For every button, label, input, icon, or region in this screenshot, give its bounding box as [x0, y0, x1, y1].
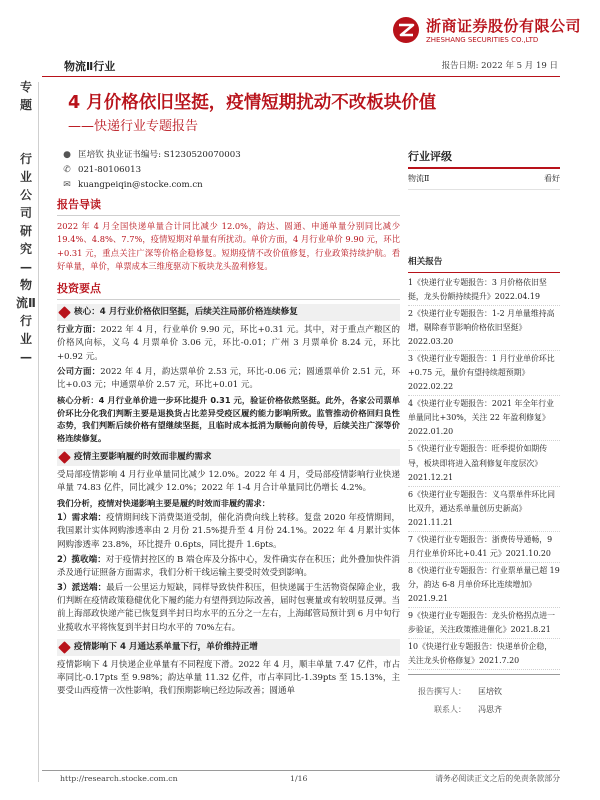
contact-row-author — [408, 683, 560, 701]
sidebar-divider — [408, 674, 560, 675]
paragraph-lead: 3）派送端： — [57, 583, 107, 594]
paragraph-lead: 公司方面： — [57, 366, 101, 377]
related-report-item[interactable]: 4《快递行业专题报告：2021 年全年行业单量同比+30%，关注 22 年盈利修复》2022.01.20 — [408, 397, 560, 441]
paragraph — [57, 554, 400, 580]
paragraph-text: 对于疫情封控区的 B 端仓库及分拣中心，发件确实存在积压；此外叠加快件消杀及通行证照备方面需求，我们分析干线运输主要受时效受到影响。 — [57, 554, 400, 578]
footer-url[interactable]: http://research.stocke.com.cn — [60, 774, 178, 783]
guide-heading: 报告导读 — [57, 196, 400, 216]
side-label-category: 行业公司研究—物流Ⅱ行业— — [16, 152, 36, 364]
points-heading: 投资要点 — [57, 280, 400, 300]
related-report-item[interactable]: 10《快递行业专题报告：快递单价企稳，关注龙头价格修复》2021.7.20 — [408, 640, 560, 670]
paragraph-bold: 核心分析：4 月行业单价进一步环比提升 0.31 元，验证价格依然坚挺。此外，各家公司票单价环比分化我们判断主要是退换货占比差异受疫区履约能力影响所致。监管推动价格回归良性态势，我们判断后续价格有望继续坚挺，且临时成本抵消为顺畅向前传导，后续关注广深等价格连续修复。 — [57, 395, 400, 444]
analyst-phone-row — [62, 163, 241, 178]
author-name: 匡培钦 — [478, 687, 502, 697]
paragraph — [57, 366, 400, 392]
industry-tag: 物流Ⅱ行业 — [64, 60, 116, 73]
paragraph — [57, 582, 400, 635]
paragraph-text: 最后一公里运力短缺，同样导致快件积压，但快递属于生活物资保障企业，我们判断在疫情政策稳健优化下履约能力有望得到边际改善，届时包裹量或有较明显反弹。当前上海部政快递产能已恢复到半封日均水平的五分之一左右，上海邮管局预计到 6 月中旬行业揽收水平将恢复到半封日均水平的 70%左右。 — [57, 583, 400, 633]
paragraph-text: 疫情期间线下消费渠道受制，催化消费向线上转移。复盘 2020 年疫情期间，我国累计实体网购渗透率由 2 月份 21.5%提升至 4 月份 24.1%。2022 年 4 月累计实体网购渗透率 23.8%，环比提升 0.6pts，同比提升 1.6pts。 — [57, 513, 400, 550]
contacts — [408, 683, 560, 719]
guide-text: 2022 年 4 月全国快递单量合计同比减少 12.0%，韵达、圆通、申通单量分别同比减少 19.4%、4.8%、7.7%，疫情短期对单量有所扰动。单价方面，4 月行业单价 9.90 元，环比+0.31 元，重点关注广深等价格企稳修复。短期疫情不改价值修复，行业政策持续护航。看好单量，单价，单票成本三维度驱动下板块龙头盈利修复。 — [57, 221, 400, 272]
page-number: 1/16 — [290, 774, 308, 783]
paragraph-text: 2022 年 4 月，行业单价 9.90 元，环比+0.31 元。其中，对于重点产粮区的价格风向标，义乌 4 月票单价 3.06 元，环比-0.01；广州 3 月票单价 8.24 元，环比+0.92 元。 — [57, 325, 400, 362]
footer-divider — [42, 770, 560, 771]
section-title: 核心：4 月行业价格依旧坚挺，后续关注局部价格连续修复 — [74, 306, 298, 317]
section-title: 疫情影响下 4 月通达系单量下行，单价维持正增 — [74, 641, 258, 652]
company-logo — [392, 14, 587, 48]
phone-icon: ✆ — [63, 165, 71, 175]
report-title: 4 月价格依旧坚挺，疫情短期扰动不改板块价值 — [68, 93, 437, 113]
side-label-topic: 专题 — [19, 80, 32, 112]
report-date: 报告日期: 2022 年 5 月 19 日 — [441, 61, 558, 71]
main-content — [57, 196, 400, 701]
paragraph — [57, 324, 400, 364]
analyst-name: 匡培钦 执业证书编号: S1230520070003 — [78, 150, 241, 160]
side-divider — [38, 82, 39, 782]
related-reports-heading: 相关报告 — [408, 256, 560, 272]
mail-icon: ✉ — [63, 180, 71, 190]
header-divider — [42, 76, 560, 77]
related-report-item[interactable]: 2《快递行业专题报告：1-2 月单量维持高增，剔除春节影响价格依旧坚挺》2022.03.20 — [408, 307, 560, 351]
related-report-item[interactable]: 1《快递行业专题报告：3 月价格依旧坚挺，龙头份额持续提升》2022.04.19 — [408, 276, 560, 306]
analyst-name-row — [62, 148, 241, 163]
footer-disclaimer: 请务必阅读正文之后的免责条款部分 — [435, 774, 560, 783]
company-name-en: ZHESHANG SECURITIES CO.,LTD — [426, 36, 539, 44]
sidebar — [408, 148, 560, 719]
contact-row-contact — [408, 701, 560, 719]
person-icon: ● — [63, 150, 71, 160]
paragraph-lead: 2）揽收端： — [57, 554, 106, 565]
analyst-phone: 021-80106013 — [78, 165, 142, 175]
rating-industry: 物流Ⅱ — [408, 174, 430, 184]
section-heading-2 — [57, 449, 400, 466]
report-subtitle: ——快递行业专题报告 — [68, 119, 199, 134]
related-report-item[interactable]: 8《快递行业专题报告：行业票单量已超 19 分，韵达 6-8 月单价环比连续增加》2021.9.21 — [408, 564, 560, 608]
related-report-item[interactable]: 9《快递行业专题报告：龙头价格拐点进一步验证，关注政策推进催化》2021.8.21 — [408, 609, 560, 639]
paragraph-lead: 行业方面： — [57, 325, 101, 336]
related-report-item[interactable]: 3《快递行业专题报告：1 月行业单价环比+0.75 元，量价有望持续超预期》2022.02.22 — [408, 352, 560, 396]
section-title: 疫情主要影响履约时效而非履约需求 — [74, 451, 212, 462]
contact-name: 冯思齐 — [478, 705, 502, 715]
rating-value: 看好 — [544, 174, 560, 184]
related-report-item[interactable]: 7《快递行业专题报告：浙费传导通畅，9 月行业单价环比+0.41 元》2021.10.20 — [408, 533, 560, 563]
paragraph: 疫情影响下 4 月快递企业单量有不同程度下滑。2022 年 4 月，顺丰单量 7.47 亿件，市占率同比-0.17pts 至 9.98%；韵达单量 11.32 亿件，市占率同比-1.39pts 至 15.13%，主要受山西疫情一次性影响，我们预期影响已经边际改善；圆通单 — [57, 660, 400, 697]
author-label: 报告撰写人： — [418, 687, 466, 697]
paragraph: 受局部疫情影响 4 月行业单量同比减少 12.0%。2022 年 4 月，受局部疫情影响行业快递单量 74.83 亿件，同比减少 12.0%；2022 年 1-4 月合计单量同比仍增长 4.2%。 — [57, 470, 400, 494]
section-heading-3 — [57, 639, 400, 656]
diamond-bullet-icon — [58, 306, 71, 319]
diamond-bullet-icon — [58, 451, 71, 464]
rating-heading: 行业评级 — [408, 148, 560, 169]
paragraph — [57, 512, 400, 552]
analyst-info — [62, 148, 241, 193]
company-name-cn: 浙商证券股份有限公司 — [426, 17, 582, 35]
paragraph-text: 2022 年 4 月，韵达票单价 2.53 元，环比-0.06 元；圆通票单价 2.51 元，环比+0.03 元；申通票单价 2.57 元，环比+0.01 元。 — [57, 366, 400, 390]
contact-label: 联系人： — [434, 705, 466, 715]
paragraph-bold: 我们分析，疫情对快递影响主要是履约时效而非履约需求： — [57, 498, 270, 509]
related-report-item[interactable]: 5《快递行业专题报告：旺季提价如期传导，板块即将进入盈利修复年度层次》2021.12.21 — [408, 442, 560, 486]
related-reports-list — [408, 276, 560, 671]
rating-row — [408, 169, 560, 190]
analyst-email-row — [62, 178, 241, 193]
company-logo-icon — [392, 16, 420, 44]
diamond-bullet-icon — [58, 641, 71, 654]
paragraph-lead: 1）需求端： — [57, 513, 107, 524]
section-heading-1 — [57, 304, 400, 321]
related-report-item[interactable]: 6《快递行业专题报告：义乌票单件环比同比双升，通达系单量创历史新高》2021.11.21 — [408, 488, 560, 532]
analyst-email[interactable]: kuangpeiqin@stocke.com.cn — [78, 180, 203, 190]
